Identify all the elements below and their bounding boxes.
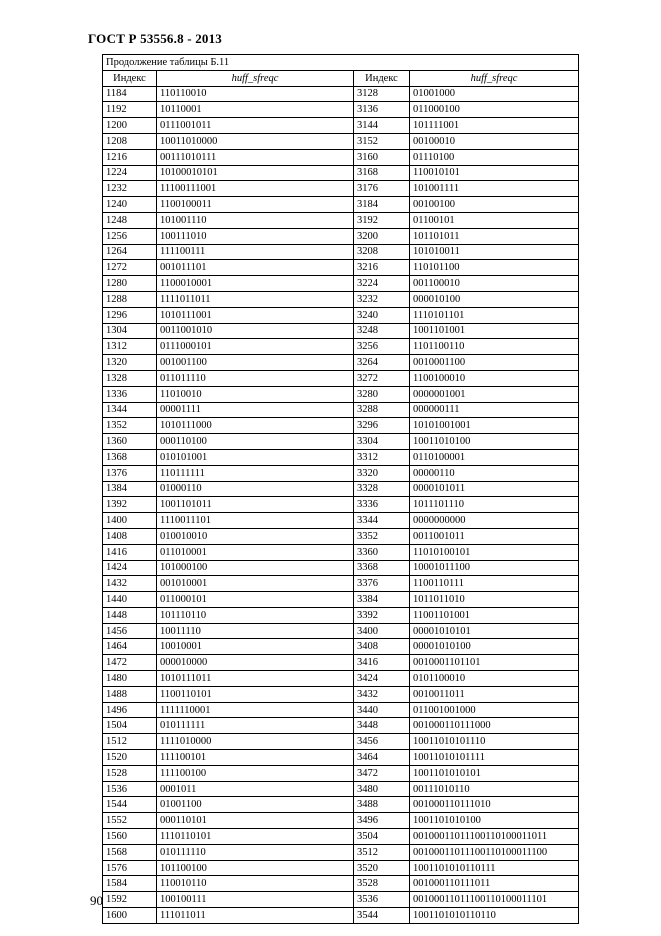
index-right-cell: 3384 [354,592,410,608]
index-left-cell: 1288 [103,291,157,307]
code-right-cell: 10011010101111 [410,750,579,766]
index-left-cell: 1536 [103,781,157,797]
code-left-cell: 00001111 [157,402,354,418]
code-right-cell: 00001010101 [410,623,579,639]
index-right-cell: 3368 [354,560,410,576]
table-row [103,844,579,860]
table-row [103,702,579,718]
index-left-cell: 1280 [103,276,157,292]
code-right-cell: 101001111 [410,181,579,197]
code-right-cell: 1100100010 [410,370,579,386]
index-left-cell: 1248 [103,212,157,228]
index-left-cell: 1272 [103,260,157,276]
index-left-cell: 1448 [103,607,157,623]
index-right-cell: 3472 [354,765,410,781]
code-right-cell: 00001010100 [410,639,579,655]
code-right-cell: 001000110111000 [410,718,579,734]
code-right-cell: 0000000000 [410,513,579,529]
huff-sfreqc-table [102,54,579,924]
table-row [103,212,579,228]
index-left-cell: 1456 [103,623,157,639]
code-right-cell: 00100100 [410,197,579,213]
index-right-cell: 3312 [354,449,410,465]
index-right-cell: 3184 [354,197,410,213]
index-right-cell: 3168 [354,165,410,181]
code-right-cell: 110101100 [410,260,579,276]
index-left-cell: 1576 [103,860,157,876]
code-left-cell: 101001110 [157,212,354,228]
index-left-cell: 1200 [103,118,157,134]
index-right-cell: 3448 [354,718,410,734]
index-left-cell: 1184 [103,86,157,102]
table-row [103,197,579,213]
table-row [103,829,579,845]
index-left-cell: 1304 [103,323,157,339]
index-left-cell: 1336 [103,386,157,402]
code-right-cell: 1001101010101 [410,765,579,781]
table-row [103,355,579,371]
code-right-cell: 0011001011 [410,528,579,544]
index-right-cell: 3144 [354,118,410,134]
code-right-cell: 011001001000 [410,702,579,718]
table-row [103,181,579,197]
table-row [103,797,579,813]
table-row [103,449,579,465]
index-left-cell: 1408 [103,528,157,544]
table-row [103,402,579,418]
index-right-cell: 3432 [354,686,410,702]
table-row [103,639,579,655]
code-left-cell: 001010001 [157,576,354,592]
index-right-cell: 3128 [354,86,410,102]
code-left-cell: 1111110001 [157,702,354,718]
index-right-cell: 3264 [354,355,410,371]
index-right-cell: 3376 [354,576,410,592]
code-right-cell: 10011010101110 [410,734,579,750]
index-left-cell: 1312 [103,339,157,355]
code-left-cell: 01001100 [157,797,354,813]
table-row [103,623,579,639]
table-row [103,165,579,181]
index-right-cell: 3208 [354,244,410,260]
code-left-cell: 01000110 [157,481,354,497]
code-left-cell: 011000101 [157,592,354,608]
code-left-cell: 00111010111 [157,149,354,165]
index-left-cell: 1296 [103,307,157,323]
code-left-cell: 10110001 [157,102,354,118]
index-right-cell: 3416 [354,655,410,671]
code-left-cell: 010010010 [157,528,354,544]
document-header: ГОСТ Р 53556.8 - 2013 [88,31,222,46]
index-left-cell: 1432 [103,576,157,592]
table-row [103,418,579,434]
index-right-cell: 3192 [354,212,410,228]
code-left-cell: 111100100 [157,765,354,781]
index-left-cell: 1400 [103,513,157,529]
table-row [103,307,579,323]
code-right-cell: 10011010100 [410,434,579,450]
index-left-cell: 1552 [103,813,157,829]
code-right-cell: 1001101010110110 [410,908,579,924]
code-right-cell: 0101100010 [410,671,579,687]
code-left-cell: 010111111 [157,718,354,734]
table-row [103,765,579,781]
code-left-cell: 111011011 [157,908,354,924]
code-right-cell: 11010100101 [410,544,579,560]
index-left-cell: 1368 [103,449,157,465]
header-row [103,70,579,86]
index-left-cell: 1528 [103,765,157,781]
index-right-cell: 3280 [354,386,410,402]
code-left-cell: 11010010 [157,386,354,402]
index-right-cell: 3136 [354,102,410,118]
code-right-cell: 1001101001 [410,323,579,339]
index-right-cell: 3328 [354,481,410,497]
table-row [103,86,579,102]
table-row [103,860,579,876]
code-left-cell: 111100111 [157,244,354,260]
code-right-cell: 01001000 [410,86,579,102]
index-left-cell: 1560 [103,829,157,845]
table-row [103,813,579,829]
table-row [103,513,579,529]
table-row [103,892,579,908]
code-left-cell: 100100111 [157,892,354,908]
index-left-cell: 1488 [103,686,157,702]
code-left-cell: 001011101 [157,260,354,276]
index-left-cell: 1592 [103,892,157,908]
code-left-cell: 010101001 [157,449,354,465]
code-right-cell: 0110100001 [410,449,579,465]
table-row [103,607,579,623]
code-right-cell: 1011101110 [410,497,579,513]
table-row [103,133,579,149]
index-right-cell: 3240 [354,307,410,323]
table-row [103,102,579,118]
code-right-cell: 0010001101101 [410,655,579,671]
index-right-cell: 3296 [354,418,410,434]
table-row [103,339,579,355]
code-left-cell: 0001011 [157,781,354,797]
index-left-cell: 1416 [103,544,157,560]
index-left-cell: 1568 [103,844,157,860]
index-right-cell: 3248 [354,323,410,339]
code-left-cell: 1100010001 [157,276,354,292]
index-left-cell: 1424 [103,560,157,576]
code-left-cell: 1010111001 [157,307,354,323]
table-row [103,276,579,292]
code-right-cell: 1101100110 [410,339,579,355]
index-left-cell: 1376 [103,465,157,481]
index-right-cell: 3360 [354,544,410,560]
code-left-cell: 1100100011 [157,197,354,213]
table-row [103,734,579,750]
index-left-cell: 1360 [103,434,157,450]
caption-row [103,55,579,71]
code-left-cell: 1111011011 [157,291,354,307]
code-left-cell: 0011001010 [157,323,354,339]
index-right-cell: 3488 [354,797,410,813]
table-row [103,560,579,576]
table-row [103,260,579,276]
code-left-cell: 101100100 [157,860,354,876]
table-row [103,576,579,592]
code-left-cell: 010111110 [157,844,354,860]
table-row [103,908,579,924]
code-right-cell: 00100011011100110100011101 [410,892,579,908]
code-left-cell: 10011010000 [157,133,354,149]
index-right-cell: 3304 [354,434,410,450]
code-left-cell: 001001100 [157,355,354,371]
index-left-cell: 1208 [103,133,157,149]
code-left-cell: 1111010000 [157,734,354,750]
code-left-cell: 0111001011 [157,118,354,134]
index-left-cell: 1544 [103,797,157,813]
code-right-cell: 1100110111 [410,576,579,592]
code-left-cell: 1110110101 [157,829,354,845]
code-left-cell: 1010111000 [157,418,354,434]
table-row [103,465,579,481]
code-right-cell: 110010101 [410,165,579,181]
code-left-cell: 011010001 [157,544,354,560]
index-left-cell: 1464 [103,639,157,655]
code-right-cell: 101111001 [410,118,579,134]
code-right-cell: 10001011100 [410,560,579,576]
index-right-cell: 3536 [354,892,410,908]
index-right-cell: 3504 [354,829,410,845]
table-row [103,149,579,165]
table-row [103,370,579,386]
code-left-cell: 110010110 [157,876,354,892]
table-row [103,750,579,766]
index-right-cell: 3336 [354,497,410,513]
code-right-cell: 001000110111011 [410,876,579,892]
table-row [103,592,579,608]
column-header-index-left: Индекс [103,70,157,86]
index-left-cell: 1256 [103,228,157,244]
index-right-cell: 3272 [354,370,410,386]
index-right-cell: 3200 [354,228,410,244]
index-right-cell: 3176 [354,181,410,197]
index-left-cell: 1264 [103,244,157,260]
code-left-cell: 1110011101 [157,513,354,529]
code-right-cell: 0000101011 [410,481,579,497]
code-right-cell: 10101001001 [410,418,579,434]
index-right-cell: 3400 [354,623,410,639]
code-right-cell: 0010001100 [410,355,579,371]
code-right-cell: 0000001001 [410,386,579,402]
index-left-cell: 1472 [103,655,157,671]
index-left-cell: 1352 [103,418,157,434]
code-right-cell: 00100011011100110100011011 [410,829,579,845]
table-row [103,528,579,544]
table-row [103,718,579,734]
code-right-cell: 001100010 [410,276,579,292]
code-right-cell: 01100101 [410,212,579,228]
code-right-cell: 001000110111010 [410,797,579,813]
table-caption: Продолжение таблицы Б.11 [103,55,579,71]
table-row [103,386,579,402]
code-left-cell: 101110110 [157,607,354,623]
code-right-cell: 000000111 [410,402,579,418]
index-left-cell: 1232 [103,181,157,197]
code-right-cell: 01110100 [410,149,579,165]
index-left-cell: 1440 [103,592,157,608]
code-left-cell: 0111000101 [157,339,354,355]
index-right-cell: 3440 [354,702,410,718]
table-row [103,434,579,450]
index-left-cell: 1224 [103,165,157,181]
index-left-cell: 1600 [103,908,157,924]
index-right-cell: 3480 [354,781,410,797]
index-right-cell: 3352 [354,528,410,544]
code-right-cell: 00000110 [410,465,579,481]
table-row [103,876,579,892]
index-left-cell: 1192 [103,102,157,118]
index-right-cell: 3288 [354,402,410,418]
index-left-cell: 1520 [103,750,157,766]
table-row [103,544,579,560]
column-header-code-left: huff_sfreqc [157,70,354,86]
code-right-cell: 11001101001 [410,607,579,623]
index-left-cell: 1240 [103,197,157,213]
index-left-cell: 1328 [103,370,157,386]
code-left-cell: 111100101 [157,750,354,766]
table-row [103,655,579,671]
index-right-cell: 3512 [354,844,410,860]
table-row [103,291,579,307]
index-left-cell: 1504 [103,718,157,734]
code-right-cell: 00111010110 [410,781,579,797]
index-right-cell: 3160 [354,149,410,165]
table-row [103,671,579,687]
index-right-cell: 3224 [354,276,410,292]
code-right-cell: 011000100 [410,102,579,118]
code-right-cell: 101010011 [410,244,579,260]
index-left-cell: 1512 [103,734,157,750]
table-row [103,244,579,260]
index-left-cell: 1496 [103,702,157,718]
index-left-cell: 1320 [103,355,157,371]
code-right-cell: 1011011010 [410,592,579,608]
index-right-cell: 3392 [354,607,410,623]
index-left-cell: 1480 [103,671,157,687]
index-right-cell: 3528 [354,876,410,892]
code-left-cell: 11100111001 [157,181,354,197]
index-right-cell: 3520 [354,860,410,876]
code-left-cell: 10010001 [157,639,354,655]
code-left-cell: 10011110 [157,623,354,639]
table-row [103,228,579,244]
index-right-cell: 3408 [354,639,410,655]
index-left-cell: 1216 [103,149,157,165]
code-left-cell: 000110100 [157,434,354,450]
index-right-cell: 3320 [354,465,410,481]
table-row [103,686,579,702]
code-right-cell: 0010011011 [410,686,579,702]
index-right-cell: 3152 [354,133,410,149]
code-left-cell: 000010000 [157,655,354,671]
code-right-cell: 00100010 [410,133,579,149]
table-row [103,323,579,339]
code-right-cell: 00100011011100110100011100 [410,844,579,860]
code-left-cell: 101000100 [157,560,354,576]
index-left-cell: 1344 [103,402,157,418]
page-number: 90 [90,893,103,908]
table-row [103,497,579,513]
index-left-cell: 1384 [103,481,157,497]
code-left-cell: 1010111011 [157,671,354,687]
index-right-cell: 3344 [354,513,410,529]
table-body [103,86,579,923]
index-right-cell: 3424 [354,671,410,687]
code-right-cell: 1001101010110111 [410,860,579,876]
table-row [103,118,579,134]
index-right-cell: 3232 [354,291,410,307]
code-left-cell: 1100110101 [157,686,354,702]
table-row [103,481,579,497]
code-right-cell: 1110101101 [410,307,579,323]
index-right-cell: 3216 [354,260,410,276]
index-right-cell: 3464 [354,750,410,766]
code-right-cell: 1001101010100 [410,813,579,829]
table-row [103,781,579,797]
column-header-index-right: Индекс [354,70,410,86]
index-left-cell: 1584 [103,876,157,892]
code-left-cell: 10100010101 [157,165,354,181]
code-right-cell: 000010100 [410,291,579,307]
code-left-cell: 011011110 [157,370,354,386]
index-right-cell: 3256 [354,339,410,355]
code-left-cell: 1001101011 [157,497,354,513]
code-left-cell: 110111111 [157,465,354,481]
index-right-cell: 3544 [354,908,410,924]
code-left-cell: 110110010 [157,86,354,102]
index-left-cell: 1392 [103,497,157,513]
code-left-cell: 100111010 [157,228,354,244]
index-right-cell: 3496 [354,813,410,829]
column-header-code-right: huff_sfreqc [410,70,579,86]
code-right-cell: 101101011 [410,228,579,244]
code-left-cell: 000110101 [157,813,354,829]
index-right-cell: 3456 [354,734,410,750]
